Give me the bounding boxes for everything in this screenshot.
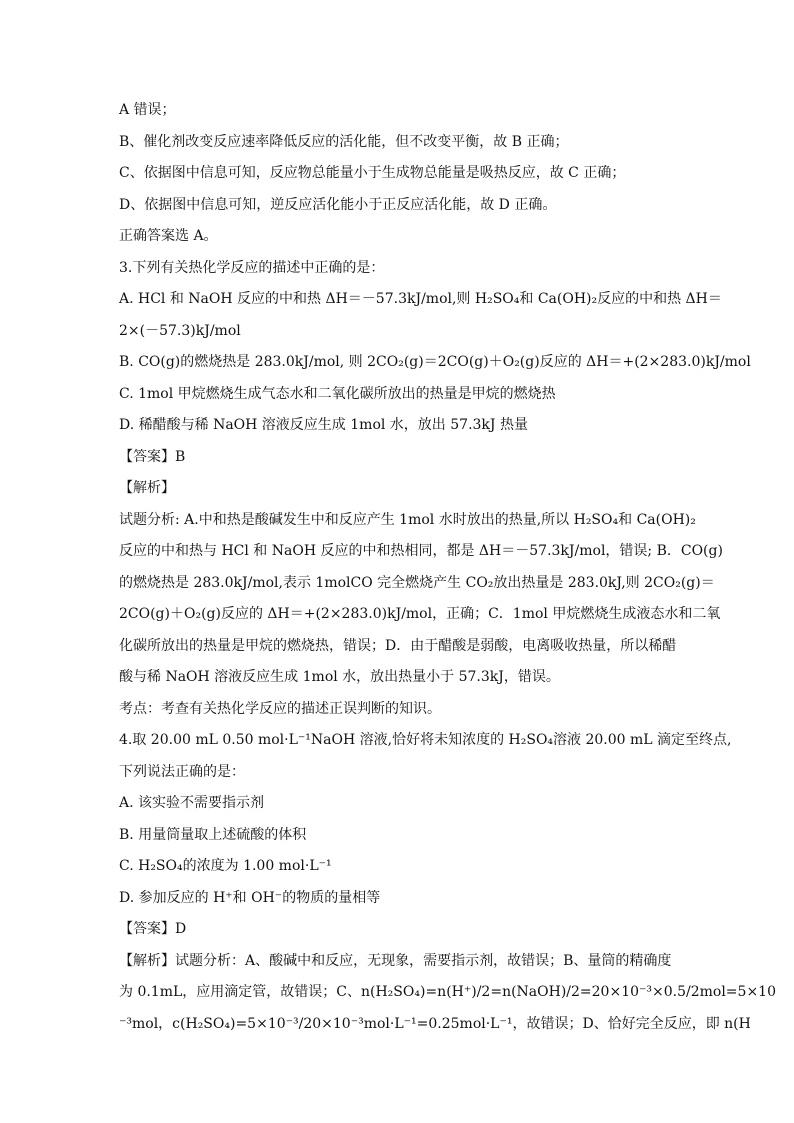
analysis-line: 试题分析: A.中和热是酸碱发生中和反应产生 1mol 水时放出的热量,所以 H₂SO₄和 Ca(OH)₂ [119, 511, 696, 528]
question-4-option-b: B. 用量筒量取上述硫酸的体积 [119, 826, 307, 843]
question-3-stem: 3.下列有关热化学反应的描述中正确的是： [119, 259, 385, 276]
analysis-line: ⁻³mol，c(H₂SO₄)=5×10⁻³/20×10⁻³mol·L⁻¹=0.25mol·L⁻¹，故错误；D、恰好完全反应，即 n(H [119, 1015, 751, 1032]
analysis-line: 2CO(g)＋O₂(g)反应的 ΔH＝+(2×283.0)kJ/mol，正确；C．1mol 甲烷燃烧生成液态水和二氧 [119, 606, 721, 622]
analysis-line: 的燃烧热是 283.0kJ/mol,表示 1molCO 完全燃烧产生 CO₂放出热量是 283.0kJ,则 2CO₂(g)＝ [119, 574, 715, 591]
question-3-analysis-heading: 【解析】 [119, 480, 175, 496]
document-body [119, 100, 776, 1045]
question-3-option-a: A. HCl 和 NaOH 反应的中和热 ΔH＝－57.3kJ/mol,则 H₂SO₄和 Ca(OH)₂反应的中和热 ΔH＝ [119, 291, 722, 307]
question-3-option-b: B. CO(g)的燃烧热是 283.0kJ/mol, 则 2CO₂(g)＝2CO(g)＋O₂(g)反应的 ΔH＝+(2×283.0)kJ/mol [119, 354, 751, 370]
question-3-answer: 【答案】B [119, 448, 186, 465]
analysis-line: 酸与稀 NaOH 溶液反应生成 1mol 水，放出热量小于 57.3kJ，错误。 [119, 669, 560, 685]
analysis-line: 化碳所放出的热量是甲烷的燃烧热，错误；D．由于醋酸是弱酸，电离吸收热量，所以稀醋 [119, 637, 677, 654]
text-line: C、依据图中信息可知，反应物总能量小于生成物总能量是吸热反应，故 C 正确； [119, 165, 626, 181]
question-3-option-c: C. 1mol 甲烷燃烧生成气态水和二氧化碳所放出的热量是甲烷的燃烧热 [119, 385, 556, 402]
question-4-option-c: C. H₂SO₄的浓度为 1.00 mol·L⁻¹ [119, 858, 332, 874]
question-4-stem: 4.取 20.00 mL 0.50 mol·L⁻¹NaOH 溶液,恰好将未知浓度的 H₂SO₄溶液 20.00 mL 滴定至终点, [119, 732, 732, 748]
question-4-option-d: D. 参加反应的 H⁺和 OH⁻的物质的量相等 [119, 889, 381, 906]
question-3-option-d: D. 稀醋酸与稀 NaOH 溶液反应生成 1mol 水，放出 57.3kJ 热量 [119, 417, 528, 433]
text-line: A 错误； [119, 102, 176, 118]
question-3-option-a-cont: 2×(－57.3)kJ/mol [119, 322, 241, 339]
analysis-line: 【解析】试题分析：A、酸碱中和反应，无现象，需要指示剂，故错误；B、量筒的精确度 [119, 952, 672, 969]
question-4-answer: 【答案】D [119, 921, 187, 937]
text-line: B、催化剂改变反应速率降低反应的活化能，但不改变平衡，故 B 正确； [119, 133, 569, 150]
text-line: 正确答案选 A。 [119, 228, 218, 244]
question-4-option-a: A. 该实验不需要指示剂 [119, 795, 265, 811]
text-line: D、依据图中信息可知，逆反应活化能小于正反应活化能，故 D 正确。 [119, 196, 557, 213]
analysis-line: 为 0.1mL，应用滴定管，故错误；C、n(H₂SO₄)=n(H⁺)/2=n(NaOH)/2=20×10⁻³×0.5/2mol=5×10 [119, 984, 776, 1000]
analysis-line: 反应的中和热与 HCl 和 NaOH 反应的中和热相同，都是 ΔH＝－57.3kJ/mol，错误; B．CO(g) [119, 543, 723, 559]
exam-point: 考点：考查有关热化学反应的描述正误判断的知识。 [119, 700, 441, 717]
question-4-stem-cont: 下列说法正确的是： [119, 763, 245, 780]
